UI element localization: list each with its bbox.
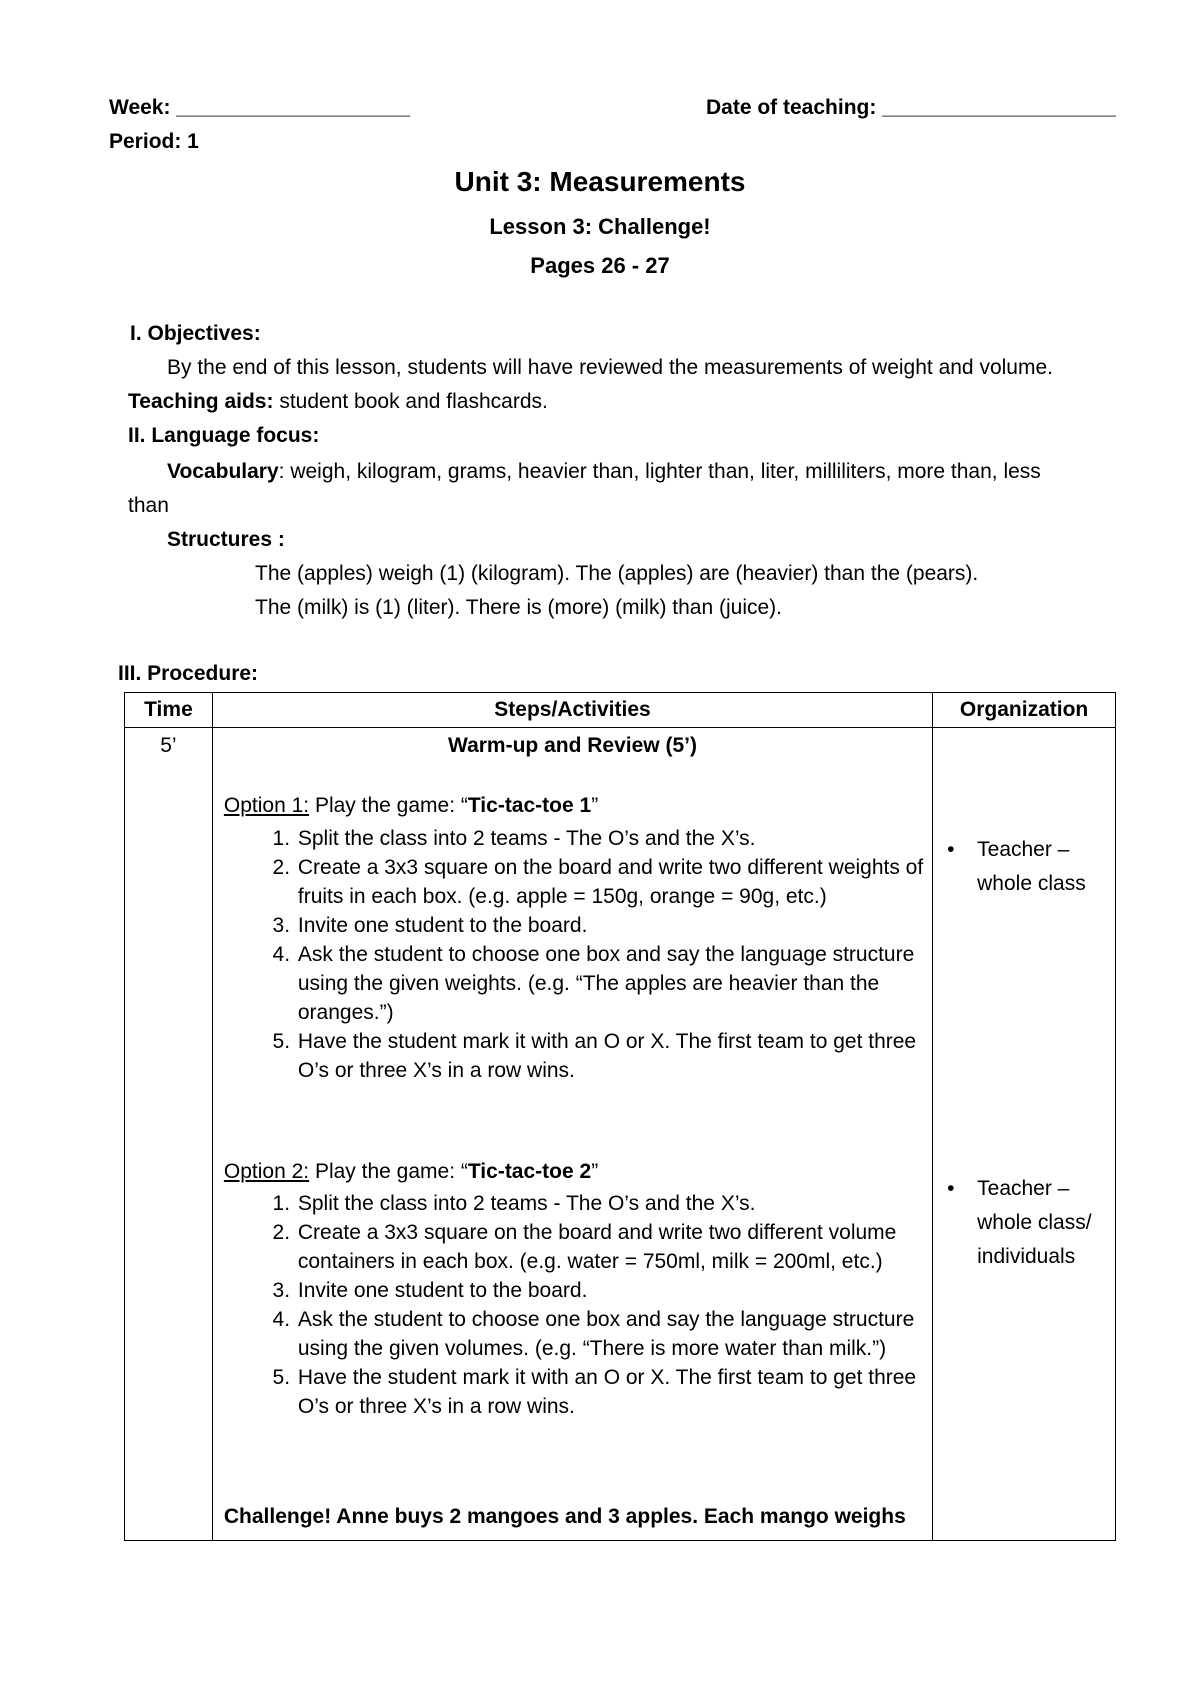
option-1-intro: Play the game: “ xyxy=(309,794,468,817)
objectives-heading: I. Objectives: xyxy=(130,322,261,345)
procedure-table xyxy=(124,692,1116,1541)
list-item: 3. Invite one student to the board. xyxy=(296,1276,926,1305)
structures-label: Structures : xyxy=(167,528,285,551)
list-item: 4. Ask the student to choose one box and say the language structure using the given volumes. (e.g. “There is more water than milk.”) xyxy=(296,1305,926,1363)
option-2-line xyxy=(224,1160,598,1184)
procedure-heading: III. Procedure: xyxy=(118,662,259,685)
teaching-aids-label: Teaching aids: xyxy=(128,390,274,413)
list-item: 5. Have the student mark it with an O or X. The first team to get three O’s or three X’s in a row wins. xyxy=(296,1363,926,1421)
organization-2-line-2: whole class/ xyxy=(977,1211,1092,1234)
organization-2-line-1: Teacher – xyxy=(977,1177,1070,1200)
option-1-steps xyxy=(224,824,926,1085)
vocabulary-line xyxy=(167,460,1041,484)
option-1-game: Tic-tac-toe 1 xyxy=(467,794,592,817)
vocabulary-text: : weigh, kilogram, grams, heavier than, lighter than, liter, milliliters, more than, less xyxy=(278,460,1041,483)
week-field: Week: ____________________ xyxy=(109,96,410,119)
organization-2-line-3: individuals xyxy=(977,1245,1076,1268)
structure-line-1: The (apples) weigh (1) (kilogram). The (apples) are (heavier) than the (pears). xyxy=(255,562,979,585)
organization-1-line-2: whole class xyxy=(977,872,1086,895)
language-focus-heading: II. Language focus: xyxy=(128,424,320,447)
list-item: 1. Split the class into 2 teams - The O’s and the X’s. xyxy=(296,824,926,853)
challenge-text: Challenge! Anne buys 2 mangoes and 3 apples. Each mango weighs xyxy=(223,1505,906,1528)
teaching-aids-text: student book and flashcards. xyxy=(273,390,548,413)
option-2-intro: Play the game: “ xyxy=(309,1160,468,1183)
option-1-label: Option 1: xyxy=(223,794,310,817)
vocabulary-label: Vocabulary xyxy=(167,460,279,483)
unit-title: Unit 3: Measurements xyxy=(454,166,746,197)
organization-1-line-1: Teacher – xyxy=(977,838,1070,861)
option-1-line xyxy=(224,794,598,818)
bullet-icon: • xyxy=(947,838,955,861)
organization-item-2 xyxy=(947,1172,1091,1274)
column-header-time: Time xyxy=(125,693,213,728)
structure-line-2: The (milk) is (1) (liter). There is (more) (milk) than (juice). xyxy=(255,596,782,619)
teaching-aids xyxy=(128,390,548,414)
time-cell: 5’ xyxy=(125,728,213,1541)
table-header-row xyxy=(125,693,1116,728)
option-2-steps xyxy=(224,1189,926,1421)
organization-cell xyxy=(933,728,1116,1541)
list-item: 2. Create a 3x3 square on the board and write two different weights of fruits in each box. (e.g. apple = 150g, orange = 90g, etc.) xyxy=(296,853,926,911)
pages-title: Pages 26 - 27 xyxy=(530,253,670,278)
period-label: Period: 1 xyxy=(109,130,199,153)
column-header-steps: Steps/Activities xyxy=(212,693,932,728)
table-row xyxy=(125,728,1116,1541)
option-2-close: ” xyxy=(591,1160,599,1183)
date-of-teaching-field: Date of teaching: ____________________ xyxy=(706,96,1116,119)
bullet-icon: • xyxy=(947,1177,955,1200)
list-item: 3. Invite one student to the board. xyxy=(296,911,926,940)
list-item: 5. Have the student mark it with an O or X. The first team to get three O’s or three X’s in a row wins. xyxy=(296,1027,926,1085)
organization-item-1 xyxy=(947,833,1086,901)
steps-cell xyxy=(212,728,932,1541)
list-item: 2. Create a 3x3 square on the board and write two different volume containers in each box. (e.g. water = 750ml, milk = 200ml, etc.) xyxy=(296,1218,926,1276)
column-header-organization: Organization xyxy=(933,693,1116,728)
list-item: 1. Split the class into 2 teams - The O’s and the X’s. xyxy=(296,1189,926,1218)
list-item: 4. Ask the student to choose one box and say the language structure using the given weights. (e.g. “The apples are heavier than the oranges.”) xyxy=(296,940,926,1027)
option-2-game: Tic-tac-toe 2 xyxy=(467,1160,592,1183)
objectives-text: By the end of this lesson, students will have reviewed the measurements of weight and volume. xyxy=(167,356,1053,379)
lesson-title: Lesson 3: Challenge! xyxy=(489,214,711,239)
option-1-close: ” xyxy=(591,794,599,817)
warmup-heading: Warm-up and Review (5’) xyxy=(448,734,697,757)
vocabulary-continued: than xyxy=(128,494,169,517)
option-2-label: Option 2: xyxy=(223,1160,310,1183)
